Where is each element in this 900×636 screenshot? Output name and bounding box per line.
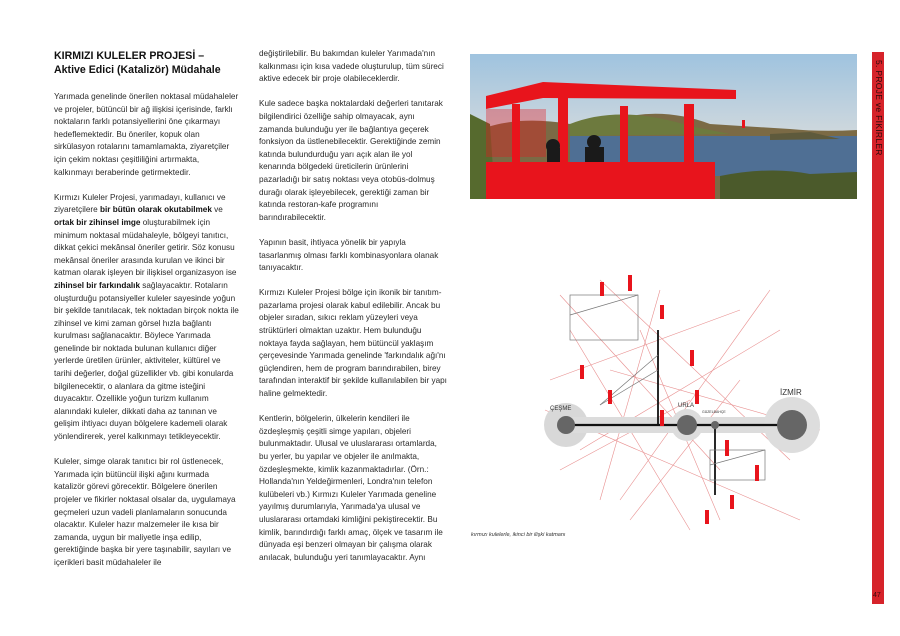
page-number: 47: [873, 592, 881, 599]
text-column-middle: [259, 48, 447, 577]
node-label-urla: URLA: [678, 403, 695, 409]
network-diagram: [540, 270, 830, 535]
paragraph: Kırmızı Kuleler Projesi, yarımadayı, kullanıcı ve ziyaretçilere bir bütün olarak okutabilmek ve ortak bir zihinsel imge oluşturabilmek için minimum noktasal müdahaleyle, bölgeyi tanıtıcı, dikkat çekici mekânsal öneriler getirir. Söz konusu mekânsal öneriler arasında kurulan ve ikinci bir katman olarak işleyen bir ilişkisel organizasyon ise zihinsel bir farkındalık sağlayacaktır. Rotaların oluşturduğu potansiyeller kuleler sayesinde yoğun bir şekilde tanıtılacak, tek noktadan birçok nokta ile zihinsel ve kimi zaman görsel hızla bağlantı kurulması sağlanacaktır. Böylece Yarımada genelinde bir noktada bulunan kullanıcı diğer yerlerde üretilen ürünler, aktiviteler, kültürel ve tarihi değerler, doğal güzellikler vb. gibi konularda bilgilenecektir, o alanlara da gitme isteğini duyacaktır. Özellikle yoğun turizm kullanım alanındaki kuleler, dikkati daha az tanınan ve gelişim ihtiyacı duyan bölgelere kademeli olarak yönlendirerek, yerel kalkınmayı tetikleyecektir.: [54, 192, 239, 442]
paragraph: Yapının basit, ihtiyaca yönelik bir yapıyla tasarlanmış olması farklı kombinasyonlara olanak tanıyacaktır.: [259, 237, 439, 273]
title-line-2: Aktive Edici (Katalizör) Müdahale: [54, 63, 221, 76]
paragraph: Yarımada genelinde önerilen noktasal müdahaleler ve projeler, bütüncül bir ağ ilişkisi içerisinde, farklı noktaların farklı potansiyellerini öne çıkarmayı hedeflemektedir. Bu öneriler, kopuk olan sirkülasyon rotalarını tamamlamakta, ziyaretçiler için çekim noktası çeşitliliğini artırmakta, kalkınmayı beraberinde getirmektedir.: [54, 92, 239, 177]
paragraph: Kuleler, simge olarak tanıtıcı bir rol üstlenecek, Yarımada için bütüncül ilişki ağını kurmada katalizör görevi görecektir. Bölgelere önerilen projeler ve fikirler noktasal olsalar da, uygulamaya geçmeleri uzun vadeli planlamaların sonucunda olacaktır. Kuleler hazır malzemeler ile kısa bir zamanda, uygun bir maliyetle inşa edilip, gerektiğinde başka bir yere taşınabilir, sayıları ve içerikleri basit müdahaleler ile: [54, 457, 236, 567]
paragraph: değiştirilebilir. Bu bakımdan kuleler Yarımada'nın kalkınması için kısa vadede oluşturulup, tüm süreci aktive edecek bir proje olabileceklerdir.: [259, 49, 444, 84]
paragraph: Kırmızı Kuleler Projesi bölge için ikonik bir tanıtım-pazarlama projesi olarak kabul edilebilir. Ancak bu objeler sıradan, sıkıcı reklam yüzeyleri veya strüktürleri olmaktan uzaktır. Hem bulunduğu noktaya fayda sağlayan, hem bütüncül yaklaşım çerçevesinde Yarımada genelinde 'farkındalık ağı'nı güçlendiren, hem de program barındırabilen, birey tarafından interaktif bir şekilde kullanılabilen bir yapı haline gelmektedir.: [259, 288, 447, 399]
node-label-cesme: ÇEŞME: [550, 406, 572, 412]
node-label-guzelbahce: GÜZELBAHÇE: [702, 410, 726, 414]
text-column-left: [54, 50, 240, 582]
article-title: [54, 50, 240, 77]
section-tab-label: 5. PROJE ve FİKİRLER: [874, 60, 884, 156]
title-line-1: KIRMIZI KULELER PROJESİ –: [54, 50, 205, 62]
diagram-caption: kırmızı kulelerle, ikinci bir ilişki katmanı: [471, 532, 566, 538]
red-tower-render-photo: [470, 54, 857, 199]
paragraph: Kentlerin, bölgelerin, ülkelerin kendileri ile özdeşleşmiş çeşitli simge yapıları, objeleri bulunmaktadır. Ulusal ve uluslararası ortamlarda, bu yerler, bu yapılar ve objeler ile anılmakta, özdeşleşmekte, kimlik kazanmaktadırlar. (Örn.: Hollanda'nın Yeldeğirmenleri, Londra'nın telefon kulübeleri vb.) Kırmızı Kuleler Yarımada geneline yayılmış durumlarıyla, Yarımada'ya ulusal ve uluslararası ortamdaki kimliğini pekiştirecektir. Bu kimlik, barındırdığı farklı amaç, ölçek ve tasarım ile dünyada eşi benzeri olmayan bir çalışma olarak anılacak, bulunduğu yeri tanımlayacaktır. Aynı: [259, 414, 443, 562]
node-label-izmir: İZMİR: [780, 388, 802, 397]
paragraph: Kule sadece başka noktalardaki değerleri tanıtarak bilgilendirici özelliğe sahip olmayacak, aynı zamanda bulunduğu yer ile bağlantıya geçerek fonksiyon da üstlenebilecektir. Gerektiğinde zemin katında bulundurduğu yarı açık alan ile yol kenarında bölgedeki üreticilerin ürünlerini pazarladığı bir satış noktası veya otobüs-dolmuş durağı olarak işleyebilecek, gerektiği zaman bir katında restoran-kafe programını barındırabilecektir.: [259, 99, 443, 222]
